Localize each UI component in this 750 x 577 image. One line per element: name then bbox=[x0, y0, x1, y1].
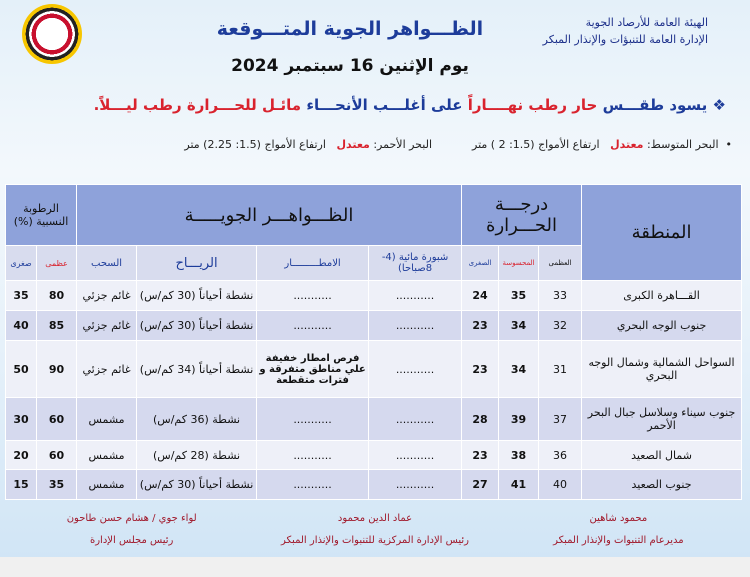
min-temp-cell: 24 bbox=[462, 281, 499, 311]
rain-cell: ........... bbox=[257, 470, 369, 500]
fog-cell: ........... bbox=[369, 281, 462, 311]
region-cell: القـــاهرة الكبرى bbox=[582, 281, 742, 311]
rain-cell: ........... bbox=[257, 398, 369, 441]
wind-header: الريـــاح bbox=[137, 246, 257, 281]
sea-label: البحر المتوسط: bbox=[643, 138, 719, 151]
humidity-max-cell: 80 bbox=[37, 281, 77, 311]
signatory-name: عماد الدين محمود bbox=[337, 513, 413, 524]
organization-name bbox=[543, 14, 708, 48]
humidity-max-cell: 60 bbox=[37, 398, 77, 441]
signatures bbox=[10, 508, 740, 552]
table-row bbox=[6, 311, 742, 341]
clouds-cell: غائم جزئي bbox=[77, 311, 137, 341]
table-row bbox=[6, 441, 742, 470]
forecast-table bbox=[5, 184, 742, 500]
clouds-cell: مشمس bbox=[77, 398, 137, 441]
felt-temp-cell: 38 bbox=[499, 441, 539, 470]
min-temp-cell: 23 bbox=[462, 311, 499, 341]
max-temp-cell: 37 bbox=[539, 398, 582, 441]
region-cell: السواحل الشمالية وشمال الوجه البحري bbox=[582, 341, 742, 398]
table-row bbox=[6, 281, 742, 311]
summary-text: على أغلـــب الأنحـــاء bbox=[301, 96, 468, 114]
fog-cell: ........... bbox=[369, 341, 462, 398]
region-cell: جنوب الصعيد bbox=[582, 470, 742, 500]
fog-header: شبورة مائية (4-8صباحا) bbox=[369, 246, 462, 281]
signature-1 bbox=[497, 508, 740, 552]
min-temp-cell: 27 bbox=[462, 470, 499, 500]
min-temp-cell: 23 bbox=[462, 441, 499, 470]
mediterranean-sea-state: • البحر المتوسط: معتدل ارتفاع الأمواج (1.5: 2 ) متر bbox=[472, 138, 732, 151]
felt-temp-cell: 41 bbox=[499, 470, 539, 500]
rain-cell: فرص امطار خفيفة علي مناطق متفرقة و فترات متقطعة bbox=[257, 341, 369, 398]
humidity-min-cell: 35 bbox=[6, 281, 37, 311]
humidity-max-cell: 90 bbox=[37, 341, 77, 398]
rain-cell: ........... bbox=[257, 441, 369, 470]
wind-cell: نشطة أحياناً (30 كم/س) bbox=[137, 470, 257, 500]
table-row bbox=[6, 398, 742, 441]
region-cell: شمال الصعيد bbox=[582, 441, 742, 470]
rain-cell: ........... bbox=[257, 311, 369, 341]
wind-cell: نشطة أحياناً (30 كم/س) bbox=[137, 281, 257, 311]
felt-temp-cell: 35 bbox=[499, 281, 539, 311]
ema-logo bbox=[22, 4, 82, 64]
sea-state: معتدل bbox=[336, 138, 370, 151]
bottom-strip bbox=[0, 557, 750, 577]
signatory-name: محمود شاهين bbox=[589, 513, 648, 524]
wind-cell: نشطة (28 كم/س) bbox=[137, 441, 257, 470]
summary-text: مائـل للحـــرارة رطب ليـــلاً. bbox=[93, 96, 302, 114]
wave-height: ارتفاع الأمواج (1.5: 2.25) متر bbox=[184, 138, 326, 151]
humidity-max-cell: 35 bbox=[37, 470, 77, 500]
max-temp-cell: 36 bbox=[539, 441, 582, 470]
min-temp-cell: 28 bbox=[462, 398, 499, 441]
signature-3 bbox=[10, 508, 253, 552]
forecast-date: يوم الإثنين 16 سبتمبر 2024 bbox=[231, 56, 469, 76]
clouds-cell: مشمس bbox=[77, 441, 137, 470]
fog-cell: ........... bbox=[369, 470, 462, 500]
signatory-title: رئيس الإدارة المركزية للتنبوات والإنذار المبكر bbox=[281, 535, 469, 546]
clouds-cell: غائم جزئي bbox=[77, 281, 137, 311]
humidity-min-cell: 30 bbox=[6, 398, 37, 441]
max-temp-cell: 33 bbox=[539, 281, 582, 311]
red-sea-state bbox=[184, 138, 432, 151]
signatory-title: مديرعام التنبوات والإنذار المبكر bbox=[553, 535, 684, 546]
org-line-2: الإدارة العامة للتنبؤات والإنذار المبكر bbox=[542, 33, 708, 46]
signature-2 bbox=[253, 508, 496, 552]
humidity-min-header: صغرى bbox=[6, 246, 37, 281]
rain-header: الامطـــــــــار bbox=[257, 246, 369, 281]
clouds-cell: غائم جزئي bbox=[77, 341, 137, 398]
humidity-max-header: عظمى bbox=[37, 246, 77, 281]
page-title: الظـــواهر الجوية المتـــوقعة bbox=[216, 18, 484, 40]
max-temp-cell: 32 bbox=[539, 311, 582, 341]
wind-cell: نشطة أحياناً (34 كم/س) bbox=[137, 341, 257, 398]
max-temp-header: العظمى bbox=[539, 246, 582, 281]
clouds-header: السحب bbox=[77, 246, 137, 281]
humidity-min-cell: 20 bbox=[6, 441, 37, 470]
clouds-cell: مشمس bbox=[77, 470, 137, 500]
wave-height: ارتفاع الأمواج (1.5: 2 ) متر bbox=[472, 138, 600, 151]
wind-cell: نشطة أحياناً (30 كم/س) bbox=[137, 311, 257, 341]
table-row bbox=[6, 341, 742, 398]
humidity-min-cell: 50 bbox=[6, 341, 37, 398]
felt-temp-header: المحسوسة bbox=[499, 246, 539, 281]
felt-temp-cell: 39 bbox=[499, 398, 539, 441]
org-line-1: الهيئة العامة للأرصاد الجوية bbox=[585, 16, 708, 29]
min-temp-header: الصغرى bbox=[462, 246, 499, 281]
min-temp-cell: 23 bbox=[462, 341, 499, 398]
sea-label: البحر الأحمر: bbox=[369, 138, 433, 151]
humidity-max-cell: 60 bbox=[37, 441, 77, 470]
rain-cell: ........... bbox=[257, 281, 369, 311]
summary-text: يسود طقـــس bbox=[597, 96, 708, 114]
signatory-name: لواء جوي / هشام حسن طاحون bbox=[66, 513, 197, 524]
summary-text: حار رطب نهــــاراً bbox=[467, 96, 598, 114]
humidity-min-cell: 15 bbox=[6, 470, 37, 500]
fog-cell: ........... bbox=[369, 311, 462, 341]
temperature-header: درجـــة الحـــرارة bbox=[462, 185, 582, 246]
humidity-min-cell: 40 bbox=[6, 311, 37, 341]
region-header: المنطقة bbox=[582, 185, 742, 281]
phenomena-header: الظـــواهـــر الجويـــــة bbox=[77, 185, 462, 246]
signatory-title: رئيس مجلس الإدارة bbox=[89, 535, 174, 546]
humidity-max-cell: 85 bbox=[37, 311, 77, 341]
felt-temp-cell: 34 bbox=[499, 341, 539, 398]
humidity-header: الرطوبة النسبية (%) bbox=[6, 185, 77, 246]
fog-cell: ........... bbox=[369, 398, 462, 441]
max-temp-cell: 31 bbox=[539, 341, 582, 398]
sea-state: معتدل bbox=[610, 138, 644, 151]
sea-states bbox=[10, 138, 732, 151]
bullet-icon: ❖ bbox=[712, 96, 726, 114]
weather-summary bbox=[10, 96, 726, 114]
table-row bbox=[6, 470, 742, 500]
region-cell: جنوب الوجه البحري bbox=[582, 311, 742, 341]
fog-cell: ........... bbox=[369, 441, 462, 470]
wind-cell: نشطة (36 كم/س) bbox=[137, 398, 257, 441]
region-cell: جنوب سيناء وسلاسل جبال البحر الأحمر bbox=[582, 398, 742, 441]
felt-temp-cell: 34 bbox=[499, 311, 539, 341]
max-temp-cell: 40 bbox=[539, 470, 582, 500]
